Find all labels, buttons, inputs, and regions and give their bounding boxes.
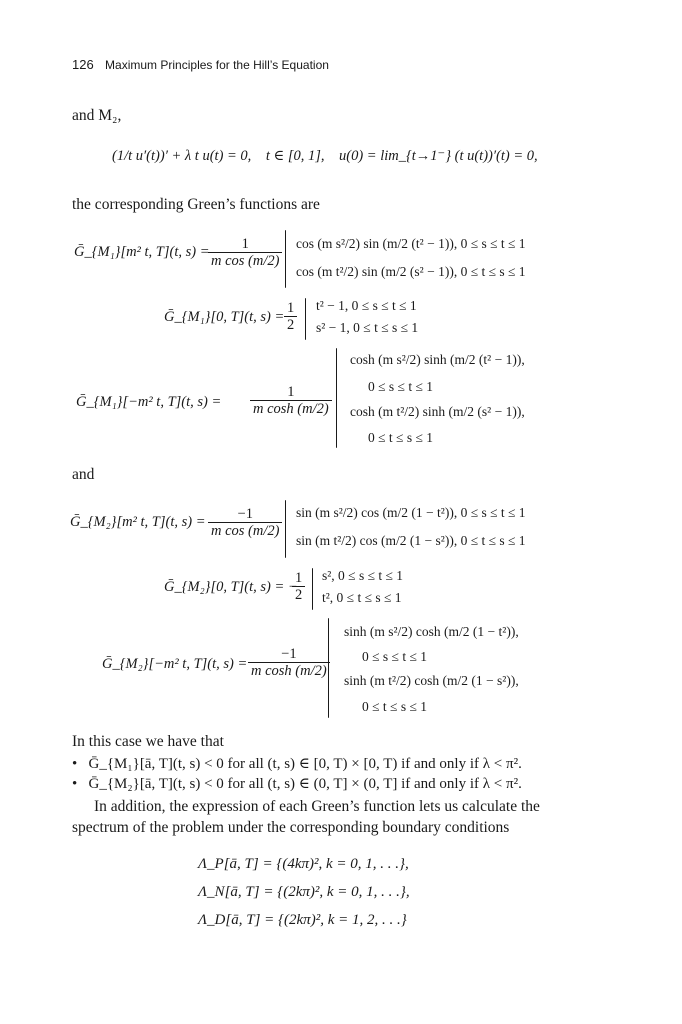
running-header xyxy=(72,57,329,72)
gm1-zero-den: 2 xyxy=(287,317,295,333)
paragraph-line-2: spectrum of the problem under the corresponding boundary conditions xyxy=(72,819,510,836)
gm2-zero-fraction xyxy=(290,570,307,603)
gm2-neg-num: −1 xyxy=(248,646,330,663)
ode-domain: t ∈ [0, 1], xyxy=(265,148,325,164)
page-number: 126 xyxy=(72,57,94,72)
spectrum-periodic: Λ_P[ā, T] = {(4kπ)², k = 0, 1, . . .}, xyxy=(198,856,409,872)
ode-equation: (1/t u′(t))′ + λ t u(t) = 0, xyxy=(112,148,252,164)
intro-text: and M₂, xyxy=(72,107,122,124)
bullet-item: • Ḡ_{M₂}[ā, T](t, s) < 0 for all (t, s) ∈ (0, T] × (0, T] if and only if λ < π². xyxy=(72,776,522,792)
gm2-pos-row-2: sin (m t²/2) cos (m/2 (1 − s²)), 0 ≤ t ≤ s ≤ 1 xyxy=(296,533,526,548)
gm1-zero-brace xyxy=(305,298,306,340)
gm2-neg-cond-1: 0 ≤ s ≤ t ≤ 1 xyxy=(362,649,427,664)
gm2-zero-row-1: s², 0 ≤ s ≤ t ≤ 1 xyxy=(322,568,404,583)
gm1-neg-cond-1: 0 ≤ s ≤ t ≤ 1 xyxy=(368,379,433,394)
gm2-neg-lhs: Ḡ_{M₂}[−m² t, T](t, s) = xyxy=(102,656,248,672)
gm1-pos-brace xyxy=(285,230,286,288)
gm1-neg-row-2: cosh (m t²/2) sinh (m/2 (s² − 1)), xyxy=(350,404,525,419)
spectrum-neumann: Λ_N[ā, T] = {(2kπ)², k = 0, 1, . . .}, xyxy=(198,884,410,900)
gm2-zero-row-2: t², 0 ≤ t ≤ s ≤ 1 xyxy=(322,590,402,605)
case-line: In this case we have that xyxy=(72,733,224,750)
gm2-zero-lhs: Ḡ_{M₂}[0, T](t, s) = − xyxy=(164,579,298,595)
gm2-neg-row-2: sinh (m t²/2) cosh (m/2 (1 − s²)), xyxy=(344,673,519,688)
ode-condition: u(0) = lim_{t→1⁻} (t u(t))′(t) = 0, xyxy=(339,148,538,164)
gm1-neg-den: m cosh (m/2) xyxy=(253,401,329,417)
gm2-pos-lhs: Ḡ_{M₂}[m² t, T](t, s) = xyxy=(70,514,206,530)
gm1-neg-fraction xyxy=(248,384,334,417)
gm1-pos-row-2: cos (m t²/2) sin (m/2 (s² − 1)), 0 ≤ t ≤ s ≤ 1 xyxy=(296,264,526,279)
and-text: and xyxy=(72,466,95,483)
gm1-neg-lhs: Ḡ_{M₁}[−m² t, T](t, s) = xyxy=(76,394,222,410)
lead-in-text: the corresponding Green’s functions are xyxy=(72,196,320,213)
gm2-pos-den: m cos (m/2) xyxy=(211,523,280,539)
gm2-zero-num: 1 xyxy=(292,570,305,587)
gm2-pos-brace xyxy=(285,500,286,558)
gm2-neg-den: m cosh (m/2) xyxy=(251,663,327,679)
bullet-item: • Ḡ_{M₁}[ā, T](t, s) < 0 for all (t, s) ∈ [0, T) × [0, T) if and only if λ < π². xyxy=(72,756,522,772)
gm1-zero-fraction xyxy=(282,300,299,333)
gm2-zero-brace xyxy=(312,568,313,610)
spectrum-dirichlet: Λ_D[ā, T] = {(2kπ)², k = 1, 2, . . .} xyxy=(198,912,407,928)
gm2-neg-cond-2: 0 ≤ t ≤ s ≤ 1 xyxy=(362,699,427,714)
gm1-neg-row-1: cosh (m s²/2) sinh (m/2 (t² − 1)), xyxy=(350,352,525,367)
gm1-zero-num: 1 xyxy=(284,300,297,317)
boundary-problem xyxy=(112,148,538,165)
running-title: Maximum Principles for the Hill’s Equation xyxy=(105,58,329,72)
gm2-zero-den: 2 xyxy=(295,587,303,603)
paragraph-line-1: In addition, the expression of each Green’s function lets us calculate the xyxy=(94,798,540,815)
gm2-pos-fraction xyxy=(206,506,284,539)
gm2-neg-fraction xyxy=(246,646,332,679)
bullet-text-1: Ḡ_{M₁}[ā, T](t, s) < 0 for all (t, s) ∈ [0, T) × [0, T) if and only if λ < π². xyxy=(88,756,522,772)
gm2-neg-row-1: sinh (m s²/2) cosh (m/2 (1 − t²)), xyxy=(344,624,519,639)
gm1-zero-row-2: s² − 1, 0 ≤ t ≤ s ≤ 1 xyxy=(316,320,419,335)
gm1-pos-row-1: cos (m s²/2) sin (m/2 (t² − 1)), 0 ≤ s ≤ t ≤ 1 xyxy=(296,236,526,251)
gm1-pos-num: 1 xyxy=(208,236,282,253)
gm1-pos-lhs: Ḡ_{M₁}[m² t, T](t, s) = xyxy=(74,244,210,260)
gm1-zero-lhs: Ḡ_{M₁}[0, T](t, s) = xyxy=(164,309,285,325)
gm2-pos-num: −1 xyxy=(208,506,282,523)
gm1-neg-num: 1 xyxy=(250,384,332,401)
gm1-zero-row-1: t² − 1, 0 ≤ s ≤ t ≤ 1 xyxy=(316,298,417,313)
gm1-neg-brace xyxy=(336,348,337,448)
gm1-neg-cond-2: 0 ≤ t ≤ s ≤ 1 xyxy=(368,430,433,445)
gm1-pos-den: m cos (m/2) xyxy=(211,253,280,269)
gm1-pos-fraction xyxy=(206,236,284,269)
bullet-text-2: Ḡ_{M₂}[ā, T](t, s) < 0 for all (t, s) ∈ (0, T] × (0, T] if and only if λ < π². xyxy=(88,776,522,792)
gm2-neg-brace xyxy=(328,618,329,718)
gm2-pos-row-1: sin (m s²/2) cos (m/2 (1 − t²)), 0 ≤ s ≤ t ≤ 1 xyxy=(296,505,526,520)
